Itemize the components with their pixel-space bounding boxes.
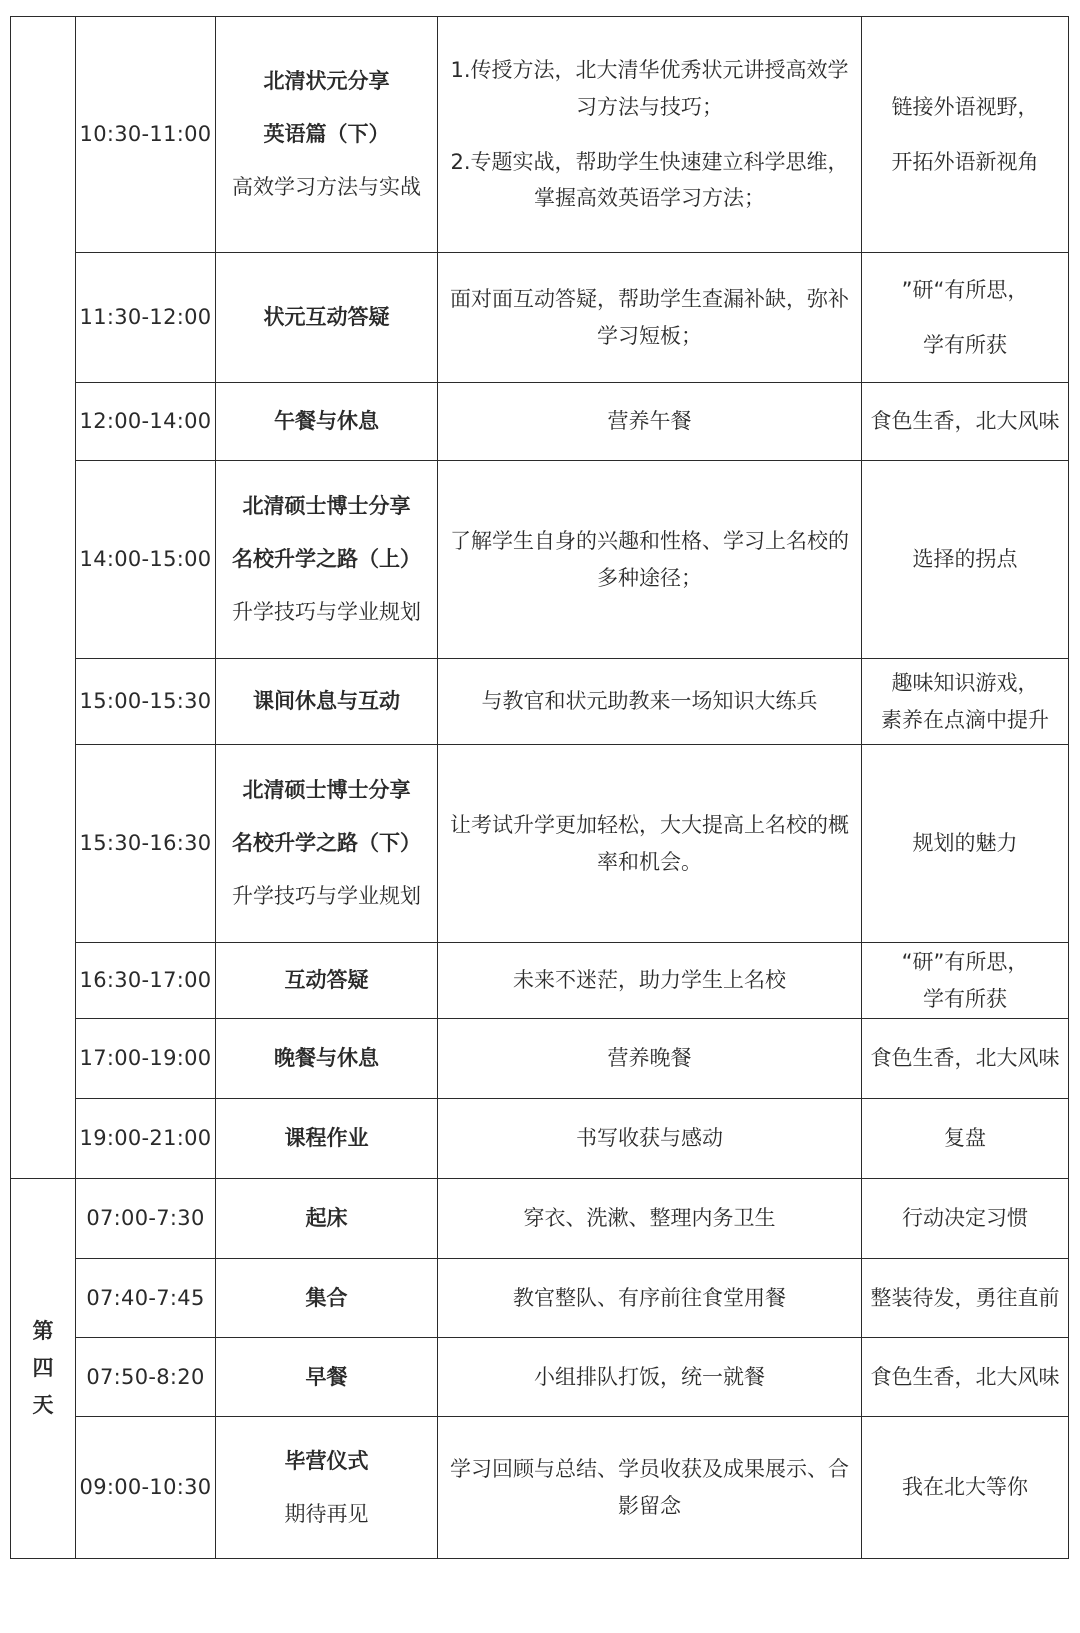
course-title: 集合 [305,1285,348,1310]
course-title: 起床 [305,1206,348,1231]
time-cell: 11:30-12:00 [76,253,216,383]
course-title: 毕营仪式 [284,1448,369,1473]
content-line: 营养晚餐 [607,1046,692,1071]
goal-cell [862,659,1069,745]
course-subtitle: 期待再见 [284,1501,369,1526]
course-title: 北清硕士博士分享 [242,494,411,519]
content-cell [438,1099,862,1179]
content-line: 习方法与技巧； [576,94,723,119]
time-cell: 15:00-15:30 [76,659,216,745]
goal-line: 我在北大等你 [902,1475,1028,1500]
goal-cell [862,253,1069,383]
time-cell: 16:30-17:00 [76,943,216,1019]
course-title: 英语篇（下） [263,122,390,147]
content-line: 率和机会。 [597,849,702,874]
goal-line: 学有所获 [923,332,1007,357]
goal-cell [862,745,1069,943]
course-title: 互动答疑 [284,968,369,993]
goal-cell [862,1259,1069,1338]
course-title: 北清硕士博士分享 [242,778,411,803]
content-line: 了解学生自身的兴趣和性格、学习上名校的 [450,528,849,553]
table-row [11,1259,1069,1338]
content-line: 让考试升学更加轻松，大大提高上名校的概 [450,812,849,837]
course-cell [216,1099,438,1179]
time-cell: 17:00-19:00 [76,1019,216,1099]
course-title: 午餐与休息 [274,409,379,434]
goal-cell [862,1179,1069,1259]
goal-cell [862,17,1069,253]
content-line: 教官整队、有序前往食堂用餐 [513,1285,786,1310]
content-cell [438,659,862,745]
content-line: 影留念 [618,1493,681,1518]
content-line: 学习短板； [597,323,702,348]
content-cell [438,1019,862,1099]
content-line: 面对面互动答疑，帮助学生查漏补缺，弥补 [450,286,849,311]
content-cell [438,383,862,461]
table-row [11,461,1069,659]
course-cell [216,17,438,253]
goal-line: 趣味知识游戏， [891,670,1039,695]
content-line: 营养午餐 [607,409,692,434]
table-row [11,1338,1069,1417]
course-title: 北清状元分享 [263,69,390,94]
content-line: 穿衣、洗漱、整理内务卫生 [523,1206,776,1231]
content-cell [438,745,862,943]
table-row [11,1179,1069,1259]
content-line: 2.专题实战，帮助学生快速建立科学思维， [450,149,849,174]
goal-line: 素养在点滴中提升 [881,707,1049,732]
table-row [11,253,1069,383]
goal-line: 行动决定习惯 [902,1206,1028,1231]
content-cell [438,461,862,659]
content-cell [438,1259,862,1338]
content-line: 书写收获与感动 [576,1126,723,1151]
goal-line: 学有所获 [923,986,1007,1011]
course-cell [216,659,438,745]
course-cell [216,1179,438,1259]
table-row [11,659,1069,745]
goal-cell [862,1099,1069,1179]
day-label-char: 四 [32,1356,54,1381]
course-cell [216,461,438,659]
table-row [11,745,1069,943]
goal-line: 食色生香，北大风味 [870,1364,1060,1389]
goal-line: 复盘 [944,1126,986,1151]
goal-line: 食色生香，北大风味 [870,1046,1060,1071]
course-title: 课间休息与互动 [253,689,400,714]
course-subtitle: 升学技巧与学业规划 [232,883,421,908]
course-title: 名校升学之路（下） [232,831,421,856]
course-cell [216,1338,438,1417]
goal-line: ”研“有所思， [901,277,1029,302]
time-cell: 15:30-16:30 [76,745,216,943]
goal-cell [862,943,1069,1019]
course-cell [216,745,438,943]
course-cell [216,253,438,383]
time-cell: 19:00-21:00 [76,1099,216,1179]
goal-line: “研”有所思， [901,949,1029,974]
content-cell [438,943,862,1019]
table-row [11,383,1069,461]
time-cell: 07:40-7:45 [76,1259,216,1338]
day-label-char: 天 [32,1392,54,1417]
time-cell: 10:30-11:00 [76,17,216,253]
course-cell [216,1259,438,1338]
table-row [11,17,1069,253]
course-cell [216,943,438,1019]
course-title: 状元互动答疑 [263,305,390,330]
schedule-table [10,16,1069,1559]
table-row [11,1099,1069,1179]
goal-line: 开拓外语新视角 [891,149,1039,174]
time-cell: 12:00-14:00 [76,383,216,461]
content-cell [438,1417,862,1559]
day-cell-day4 [11,1179,76,1559]
table-row [11,943,1069,1019]
goal-cell [862,1417,1069,1559]
content-cell [438,1179,862,1259]
goal-line: 整装待发，勇往直前 [870,1285,1060,1310]
goal-line: 规划的魅力 [912,831,1018,856]
goal-cell [862,1019,1069,1099]
goal-line: 食色生香，北大风味 [870,409,1060,434]
time-cell: 14:00-15:00 [76,461,216,659]
time-cell: 07:00-7:30 [76,1179,216,1259]
goal-line: 链接外语视野， [891,94,1039,119]
content-line: 掌握高效英语学习方法； [534,186,765,211]
time-cell: 09:00-10:30 [76,1417,216,1559]
course-subtitle: 高效学习方法与实战 [232,174,421,199]
course-title: 早餐 [305,1364,348,1389]
time-cell: 07:50-8:20 [76,1338,216,1417]
course-title: 课程作业 [284,1126,369,1151]
content-line: 1.传授方法，北大清华优秀状元讲授高效学 [450,58,849,82]
course-cell [216,1019,438,1099]
goal-line: 选择的拐点 [912,547,1018,572]
table-row [11,1417,1069,1559]
course-title: 晚餐与休息 [274,1046,379,1071]
course-title: 名校升学之路（上） [232,547,421,572]
content-line: 未来不迷茫，助力学生上名校 [513,968,786,993]
goal-cell [862,461,1069,659]
course-cell [216,383,438,461]
content-cell [438,1338,862,1417]
day-cell-day3-continued [11,17,76,1179]
course-subtitle: 升学技巧与学业规划 [232,599,421,624]
content-cell [438,17,862,253]
table-row [11,1019,1069,1099]
goal-cell [862,1338,1069,1417]
content-cell [438,253,862,383]
content-line: 多种途径； [597,565,702,590]
goal-cell [862,383,1069,461]
content-line: 学习回顾与总结、学员收获及成果展示、合 [450,1456,849,1481]
day-label-char: 第 [32,1319,54,1344]
course-cell [216,1417,438,1559]
content-line: 与教官和状元助教来一场知识大练兵 [481,689,818,714]
content-line: 小组排队打饭，统一就餐 [534,1364,765,1389]
